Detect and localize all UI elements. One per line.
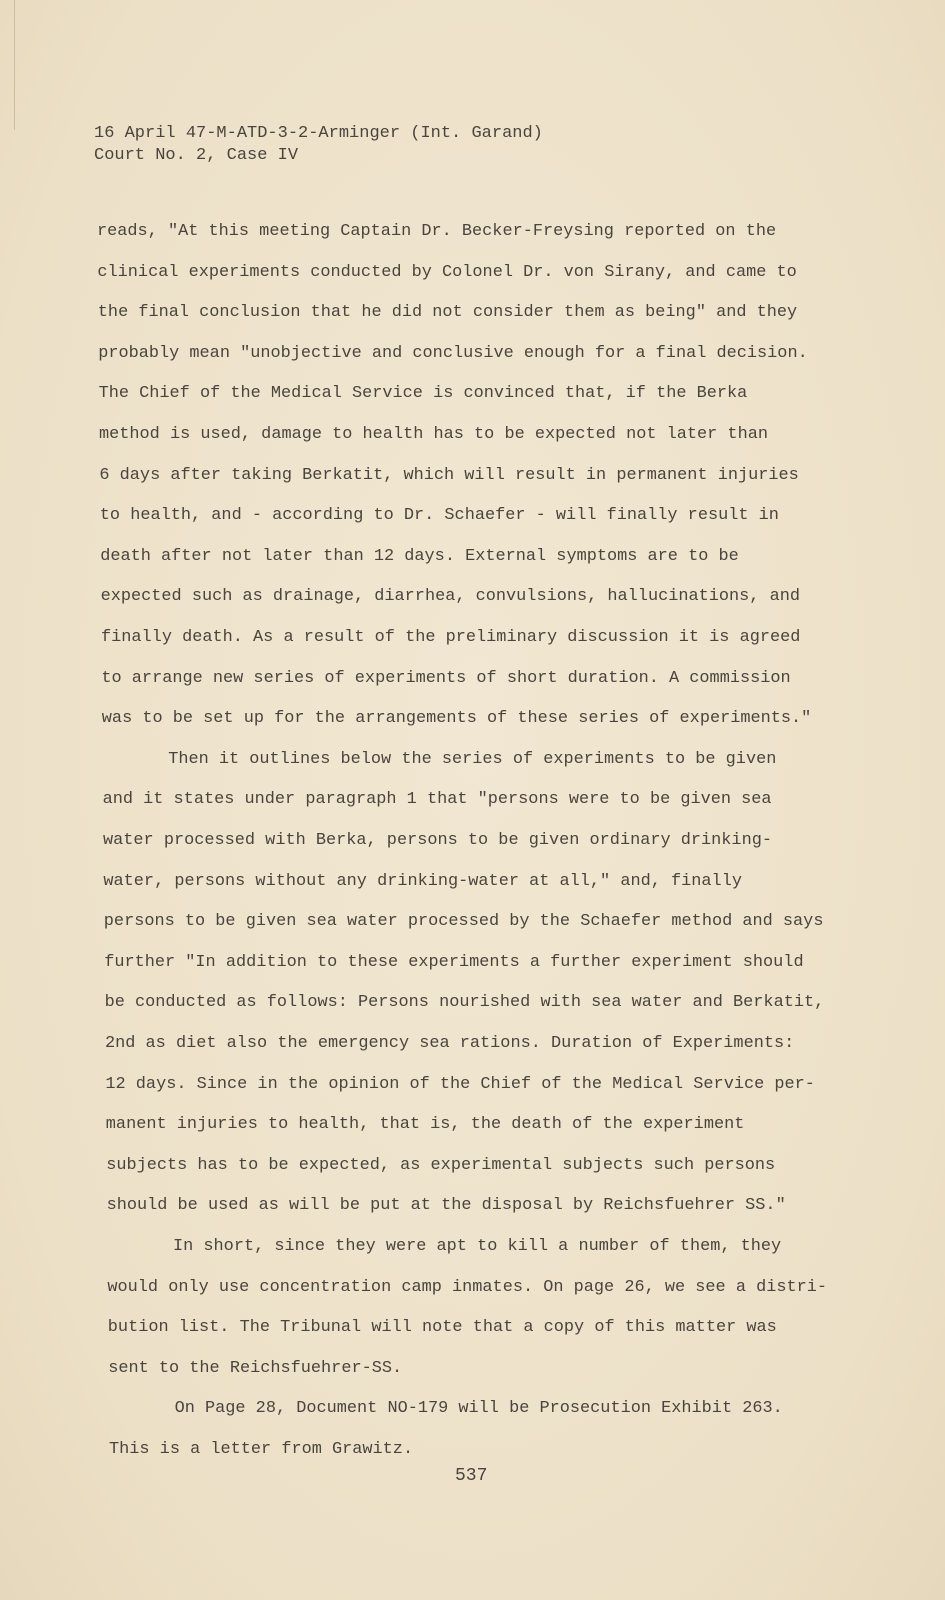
text-line: death after not later than 12 days. External symptoms are to be [100, 546, 739, 566]
text-line: subjects has to be expected, as experimental subjects such persons [106, 1155, 776, 1175]
text-line: was to be set up for the arrangements of these series of experiments." [101, 709, 812, 729]
header-line-1: 16 April 47-M-ATD-3-2-Arminger (Int. Garand) [94, 124, 543, 143]
text-line: further "In addition to these experiments a further experiment should [104, 952, 804, 972]
page-edge-line [14, 0, 15, 130]
text-line: This is a letter from Grawitz. [109, 1440, 414, 1459]
text-line: manent injuries to health, that is, the death of the experiment [105, 1115, 745, 1135]
text-line: water processed with Berka, persons to be given ordinary drinking- [103, 831, 772, 850]
text-line: to health, and - according to Dr. Schaefer - will finally result in [99, 506, 779, 526]
text-line: sent to the Reichsfuehrer-SS. [108, 1358, 403, 1378]
text-line: finally death. As a result of the preliminary discussion it is agreed [101, 628, 801, 647]
text-line: would only use concentration camp inmates. On page 26, we see a distri- [107, 1277, 828, 1297]
text-line: be conducted as follows: Persons nourished with sea water and Berkatit, [104, 993, 825, 1013]
page-number: 537 [455, 1466, 488, 1486]
text-line: 6 days after taking Berkatit, which will result in permanent injuries [99, 465, 799, 485]
paragraph-start-line: Then it outlines below the series of experiments to be given [168, 749, 777, 769]
text-line: 12 days. Since in the opinion of the Chief of the Medical Service per- [105, 1074, 815, 1094]
text-line: The Chief of the Medical Service is convinced that, if the Berka [98, 384, 748, 404]
text-line: and it states under paragraph 1 that "persons were to be given sea [102, 790, 772, 810]
header-line-2: Court No. 2, Case IV [94, 146, 299, 165]
text-line: should be used as will be put at the disposal by Reichsfuehrer SS." [106, 1196, 786, 1216]
text-line: probably mean "unobjective and conclusive enough for a final decision. [98, 343, 808, 363]
text-line: 2nd as diet also the emergency sea rations. Duration of Experiments: [105, 1034, 795, 1053]
text-line: persons to be given sea water processed by the Schaefer method and says [103, 912, 824, 932]
paragraph-start-line: In short, since they were apt to kill a number of them, they [173, 1237, 782, 1256]
text-line: reads, "At this meeting Captain Dr. Becker-Freysing reported on the [97, 222, 777, 241]
paragraph-start-line: On Page 28, Document NO-179 will be Prosecution Exhibit 263. [174, 1399, 783, 1419]
text-line: to arrange new series of experiments of short duration. A commission [101, 668, 791, 688]
text-line: water, persons without any drinking-water at all," and, finally [103, 871, 742, 891]
text-line: bution list. The Tribunal will note that a copy of this matter was [107, 1318, 777, 1338]
text-line: method is used, damage to health has to be expected not later than [99, 425, 768, 444]
text-line: clinical experiments conducted by Colonel Dr. von Sirany, and came to [97, 262, 797, 282]
text-line: the final conclusion that he did not consider them as being" and they [97, 303, 798, 323]
text-line: expected such as drainage, diarrhea, convulsions, hallucinations, and [100, 587, 800, 607]
